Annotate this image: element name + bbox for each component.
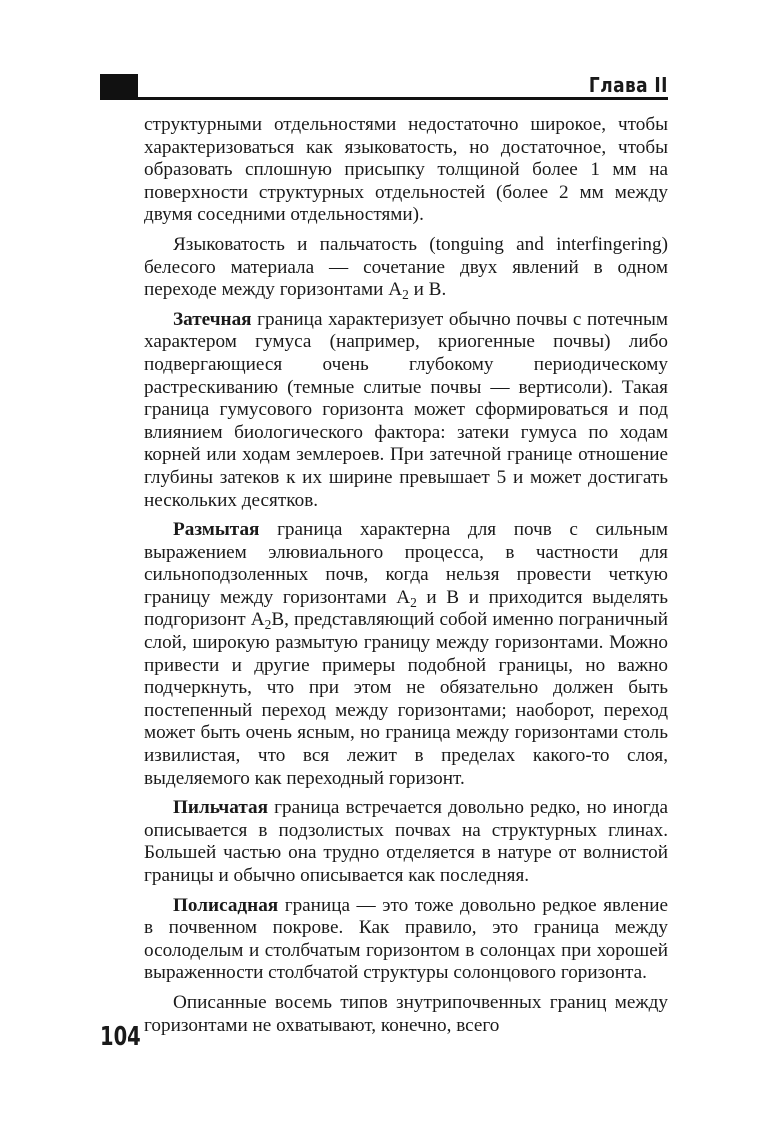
paragraph-text: граница характеризует обычно почвы с потечным характером гумуса (например, криогенные почвы) либо подвергающиеся очень глубокому периодическому растрескиванию (темные слитые почвы — вертисоли). Такая граница гумусового горизонта может сформироваться и под влиянием биологического фактора: затеки гумуса по ходам корней или ходам землероев. При затечной границе отношение глубины затеков к их ширине превышает 5 и может достигать нескольких десятков. <box>144 308 668 511</box>
paragraph-text: и В. <box>408 279 447 301</box>
paragraph-text: граница характерна для почв с сильным выражением элювиального процесса, в частности для сильноподзоленных почв, когда нельзя провести четкую границу между горизонтами А <box>144 519 668 608</box>
paragraph-text: структурными отдельностями недостаточно широкое, чтобы характеризоваться как языковатость, но достаточное, чтобы образовать сплошную присыпку толщиной более 1 мм на поверхности структурных отдельностей (более 2 мм между двумя соседними отдельностями). <box>144 114 668 226</box>
term-bold: Размытая <box>173 519 260 541</box>
term-bold: Пильчатая <box>173 797 268 819</box>
subscript: 2 <box>410 594 417 610</box>
paragraph <box>144 519 668 790</box>
paragraph-text: граница — это тоже довольно редкое явление в почвенном покрове. Как правило, это граница между осолоделым и столбчатым горизонтом в солонцах при хорошей выраженности столбчатой структуры солонцового горизонта. <box>144 894 668 984</box>
term-bold: Затечная <box>173 308 252 330</box>
page-number: 104 <box>100 1022 141 1052</box>
paragraph-text: и В и приходится выделять подгоризонт А <box>144 586 668 631</box>
paragraph <box>144 895 668 985</box>
paragraph <box>144 992 668 1037</box>
paragraph <box>144 234 668 302</box>
chapter-title: Глава II <box>589 73 668 97</box>
paragraph-text: Описанные восемь типов знутрипочвенных границ между горизонтами не охватывают, конечно, всего <box>144 991 668 1036</box>
body-text <box>144 114 668 1044</box>
subscript: 2 <box>264 617 272 633</box>
paragraph-text: граница встречается довольно редко, но иногда описывается в подзолистых почвах на структурных глинах. Большей частью она трудно отделяется в натуре от волнистой границы и обычно описывается как последняя. <box>144 797 668 886</box>
paragraph <box>144 797 668 887</box>
paragraph <box>144 114 668 227</box>
paragraph <box>144 309 668 512</box>
paragraph-text: Языковатость и пальчатость (tonguing and interfingering) белесого материала — сочетание двух явлений в одном переходе между горизонтами А <box>144 233 668 301</box>
header-rule <box>100 97 668 100</box>
header-marker-block <box>100 74 138 99</box>
term-bold: Полисадная <box>173 894 279 916</box>
paragraph-text: В, представляющий собой именно пограничный слой, широкую размытую границу между горизонтами. Можно привести и другие примеры подобной границы, но важно подчеркнуть, что при этом не обязательно должен быть постепенный переход между горизонтами; наоборот, переход может быть очень ясным, но граница между горизонтами столь извилистая, что вся лежит в пределах какого-то слоя, выделяемого как переходный горизонт. <box>144 609 668 789</box>
subscript: 2 <box>402 287 409 303</box>
